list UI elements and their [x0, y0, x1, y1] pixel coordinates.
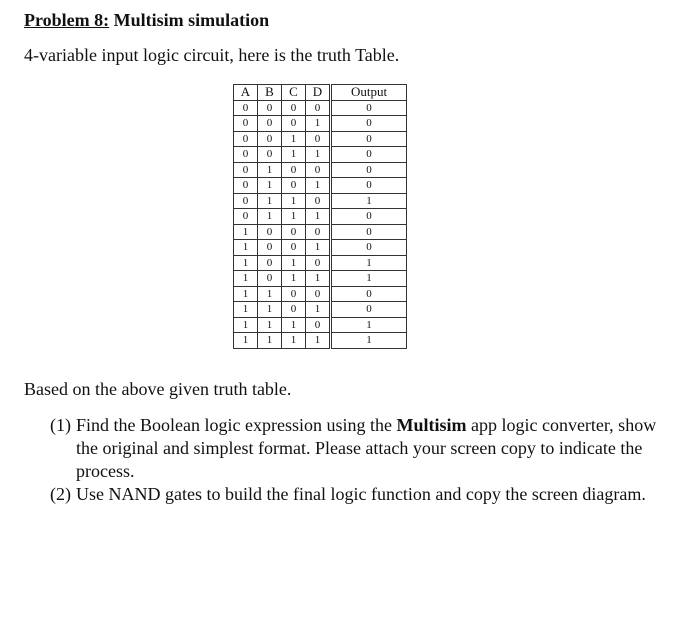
table-cell: 1	[282, 333, 306, 349]
column-header: D	[306, 85, 331, 101]
table-cell: 0	[282, 286, 306, 302]
table-cell: 0	[258, 100, 282, 116]
table-cell: 0	[234, 209, 258, 225]
table-cell: 1	[234, 224, 258, 240]
table-cell: 0	[234, 162, 258, 178]
table-cell: 1	[282, 147, 306, 163]
table-cell: 0	[282, 302, 306, 318]
question-1-number: (1)	[50, 415, 71, 435]
table-cell: 1	[234, 255, 258, 271]
column-header: Output	[331, 85, 407, 101]
table-cell: 1	[282, 255, 306, 271]
table-cell: 0	[282, 116, 306, 132]
table-cell: 0	[258, 147, 282, 163]
table-cell: 0	[282, 224, 306, 240]
table-cell: 1	[331, 193, 407, 209]
table-row	[234, 333, 407, 349]
table-cell: 1	[282, 317, 306, 333]
table-cell: 0	[331, 131, 407, 147]
table-cell: 0	[331, 100, 407, 116]
table-cell: 1	[282, 193, 306, 209]
table-cell: 0	[331, 116, 407, 132]
table-cell: 0	[306, 255, 331, 271]
table-cell: 0	[331, 162, 407, 178]
column-header: C	[282, 85, 306, 101]
table-row	[234, 131, 407, 147]
table-cell: 0	[306, 131, 331, 147]
truth-table	[233, 84, 407, 349]
question-1-text-post: app logic converter, show the original and simplest format. Please attach your screen copy to indicate the process.	[76, 415, 657, 481]
problem-title	[24, 10, 269, 31]
table-cell: 1	[234, 302, 258, 318]
table-row	[234, 178, 407, 194]
table-cell: 0	[306, 193, 331, 209]
table-cell: 0	[282, 162, 306, 178]
table-row	[234, 255, 407, 271]
table-row	[234, 100, 407, 116]
table-header-row	[234, 85, 407, 101]
table-cell: 1	[258, 286, 282, 302]
table-cell: 0	[258, 224, 282, 240]
column-header: A	[234, 85, 258, 101]
table-cell: 1	[306, 333, 331, 349]
table-cell: 1	[234, 333, 258, 349]
table-cell: 0	[331, 240, 407, 256]
question-2-number: (2)	[50, 484, 71, 504]
table-cell: 1	[234, 317, 258, 333]
table-row	[234, 162, 407, 178]
table-cell: 0	[234, 100, 258, 116]
table-cell: 0	[331, 209, 407, 225]
table-row	[234, 286, 407, 302]
table-cell: 0	[331, 147, 407, 163]
table-cell: 1	[306, 240, 331, 256]
table-cell: 0	[331, 286, 407, 302]
problem-label: Problem 8:	[24, 10, 110, 30]
table-cell: 1	[258, 178, 282, 194]
table-row	[234, 193, 407, 209]
table-cell: 0	[331, 224, 407, 240]
table-cell: 0	[258, 131, 282, 147]
table-row	[234, 302, 407, 318]
table-cell: 1	[234, 286, 258, 302]
question-1-text-pre: Find the Boolean logic expression using the	[76, 415, 397, 435]
table-row	[234, 147, 407, 163]
table-cell: 1	[306, 271, 331, 287]
table-cell: 0	[331, 302, 407, 318]
table-cell: 0	[331, 178, 407, 194]
table-cell: 0	[306, 317, 331, 333]
table-cell: 0	[258, 271, 282, 287]
table-cell: 1	[306, 209, 331, 225]
table-cell: 0	[282, 100, 306, 116]
table-row	[234, 271, 407, 287]
table-row	[234, 209, 407, 225]
table-cell: 1	[306, 147, 331, 163]
table-cell: 1	[306, 116, 331, 132]
table-cell: 0	[306, 224, 331, 240]
table-cell: 1	[331, 255, 407, 271]
based-on-text: Based on the above given truth table.	[24, 379, 292, 399]
truth-table-body	[234, 100, 407, 348]
table-cell: 0	[258, 116, 282, 132]
table-cell: 1	[258, 333, 282, 349]
table-cell: 1	[258, 302, 282, 318]
table-row	[234, 240, 407, 256]
table-cell: 0	[258, 240, 282, 256]
table-cell: 0	[282, 178, 306, 194]
table-cell: 1	[258, 209, 282, 225]
table-cell: 0	[306, 100, 331, 116]
table-cell: 1	[282, 209, 306, 225]
table-cell: 1	[306, 302, 331, 318]
table-cell: 0	[258, 255, 282, 271]
table-cell: 1	[282, 271, 306, 287]
table-cell: 1	[331, 333, 407, 349]
question-1	[50, 414, 670, 483]
table-cell: 0	[282, 240, 306, 256]
table-cell: 1	[306, 178, 331, 194]
intro-text: 4-variable input logic circuit, here is the truth Table.	[24, 45, 400, 65]
table-cell: 1	[234, 271, 258, 287]
question-1-app-name: Multisim	[396, 415, 467, 435]
column-header: B	[258, 85, 282, 101]
table-cell: 0	[234, 193, 258, 209]
table-cell: 0	[234, 116, 258, 132]
table-cell: 0	[234, 178, 258, 194]
table-cell: 0	[306, 162, 331, 178]
table-cell: 1	[282, 131, 306, 147]
table-cell: 1	[331, 317, 407, 333]
table-row	[234, 116, 407, 132]
problem-subject: Multisim simulation	[109, 10, 270, 30]
table-row	[234, 317, 407, 333]
table-cell: 1	[258, 193, 282, 209]
table-row	[234, 224, 407, 240]
table-cell: 1	[234, 240, 258, 256]
table-cell: 0	[234, 131, 258, 147]
question-2-text: Use NAND gates to build the final logic function and copy the screen diagram.	[76, 484, 646, 504]
table-cell: 0	[234, 147, 258, 163]
table-cell: 1	[258, 317, 282, 333]
question-2	[50, 483, 670, 506]
question-list	[50, 414, 670, 506]
table-cell: 0	[306, 286, 331, 302]
table-cell: 1	[258, 162, 282, 178]
table-cell: 1	[331, 271, 407, 287]
